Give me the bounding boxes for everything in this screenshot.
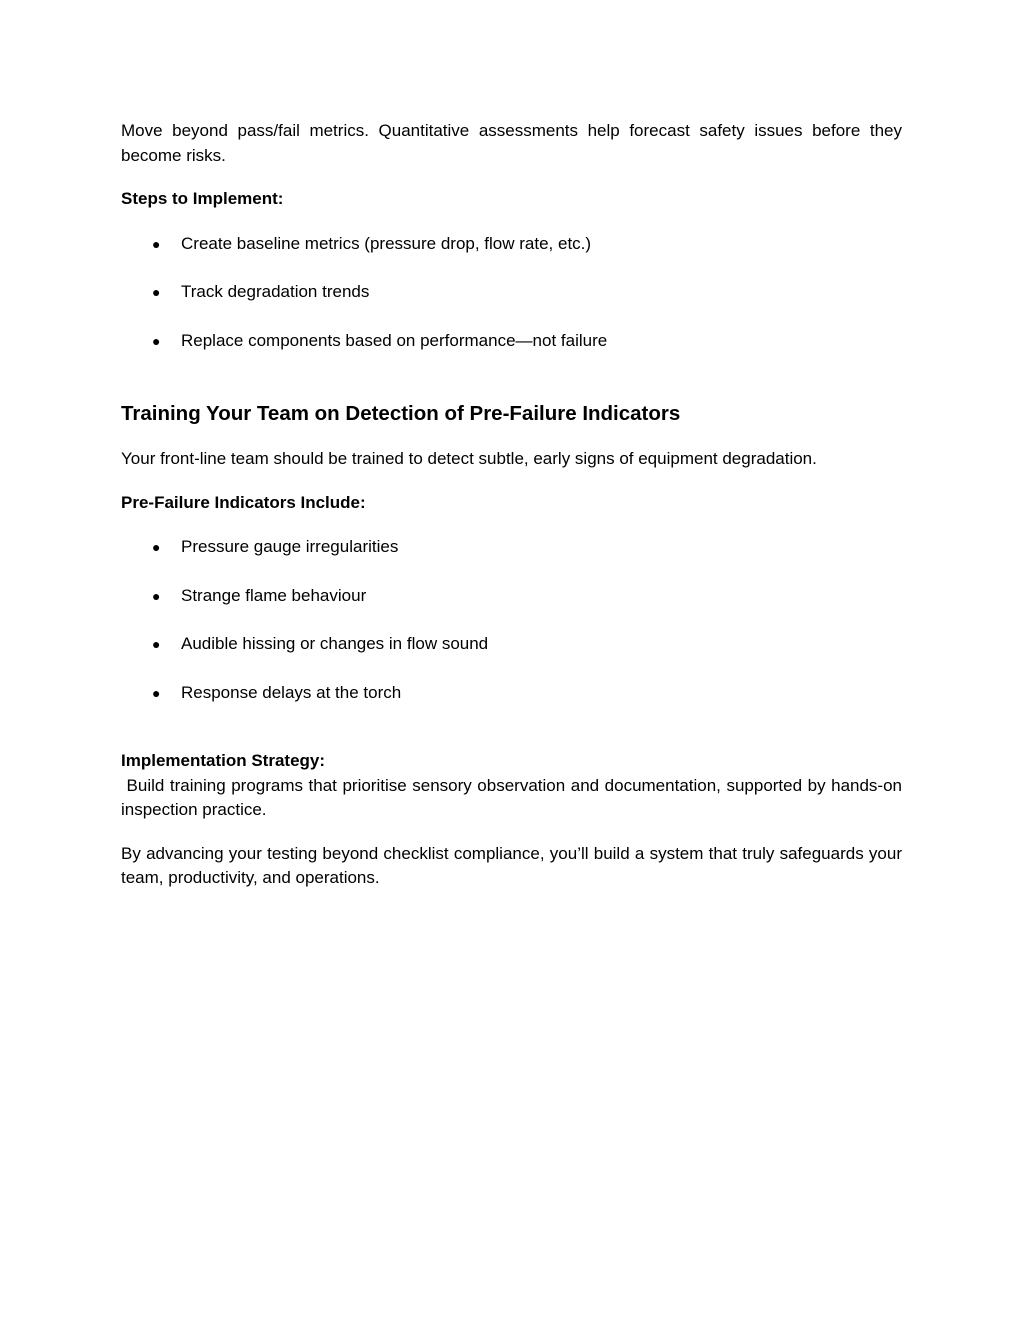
list-item-text: Track degradation trends: [181, 282, 370, 301]
list-item-text: Response delays at the torch: [181, 682, 402, 702]
strategy-label: Implementation Strategy:: [121, 751, 326, 770]
bullet-icon: ●: [152, 284, 161, 300]
list-item: [121, 280, 902, 305]
strategy-paragraph: Build training programs that prioritise sensory observation and documentation, supported by hands-on inspection practice.: [121, 775, 902, 819]
list-item-text: Create baseline metrics (pressure drop, flow rate, etc.): [181, 233, 592, 253]
bullet-icon: ●: [152, 636, 161, 652]
bullet-icon: ●: [152, 539, 161, 555]
indicators-label: Pre-Failure Indicators Include:: [121, 492, 366, 512]
bullet-icon: ●: [152, 684, 161, 701]
list-item: [121, 584, 902, 609]
list-item-text: Audible hissing or changes in flow sound: [181, 634, 489, 653]
list-item: [121, 632, 902, 657]
list-item: [121, 681, 902, 706]
indicators-list: [121, 535, 902, 705]
intro-paragraph: Move beyond pass/fail metrics. Quantitative assessments help forecast safety issues before they become risks.: [121, 121, 902, 165]
list-item-text: Strange flame behaviour: [181, 585, 367, 605]
list-item: [121, 329, 902, 354]
document-page: [121, 119, 902, 891]
list-item-text: Replace components based on performance—not failure: [181, 330, 608, 350]
bullet-icon: ●: [152, 332, 161, 349]
training-paragraph: Your front-line team should be trained to detect subtle, early signs of equipment degradation.: [121, 449, 817, 468]
steps-list: [121, 232, 902, 354]
steps-label: Steps to Implement:: [121, 189, 284, 208]
bullet-icon: ●: [152, 587, 161, 604]
list-item-text: Pressure gauge irregularities: [181, 537, 399, 556]
closing-paragraph: By advancing your testing beyond checklist compliance, you’ll build a system that truly safeguards your team, productivity, and operations.: [121, 843, 902, 887]
section-heading: Training Your Team on Detection of Pre-Failure Indicators: [121, 402, 681, 425]
list-item: [121, 535, 902, 560]
bullet-icon: ●: [152, 235, 161, 252]
list-item: [121, 232, 902, 257]
